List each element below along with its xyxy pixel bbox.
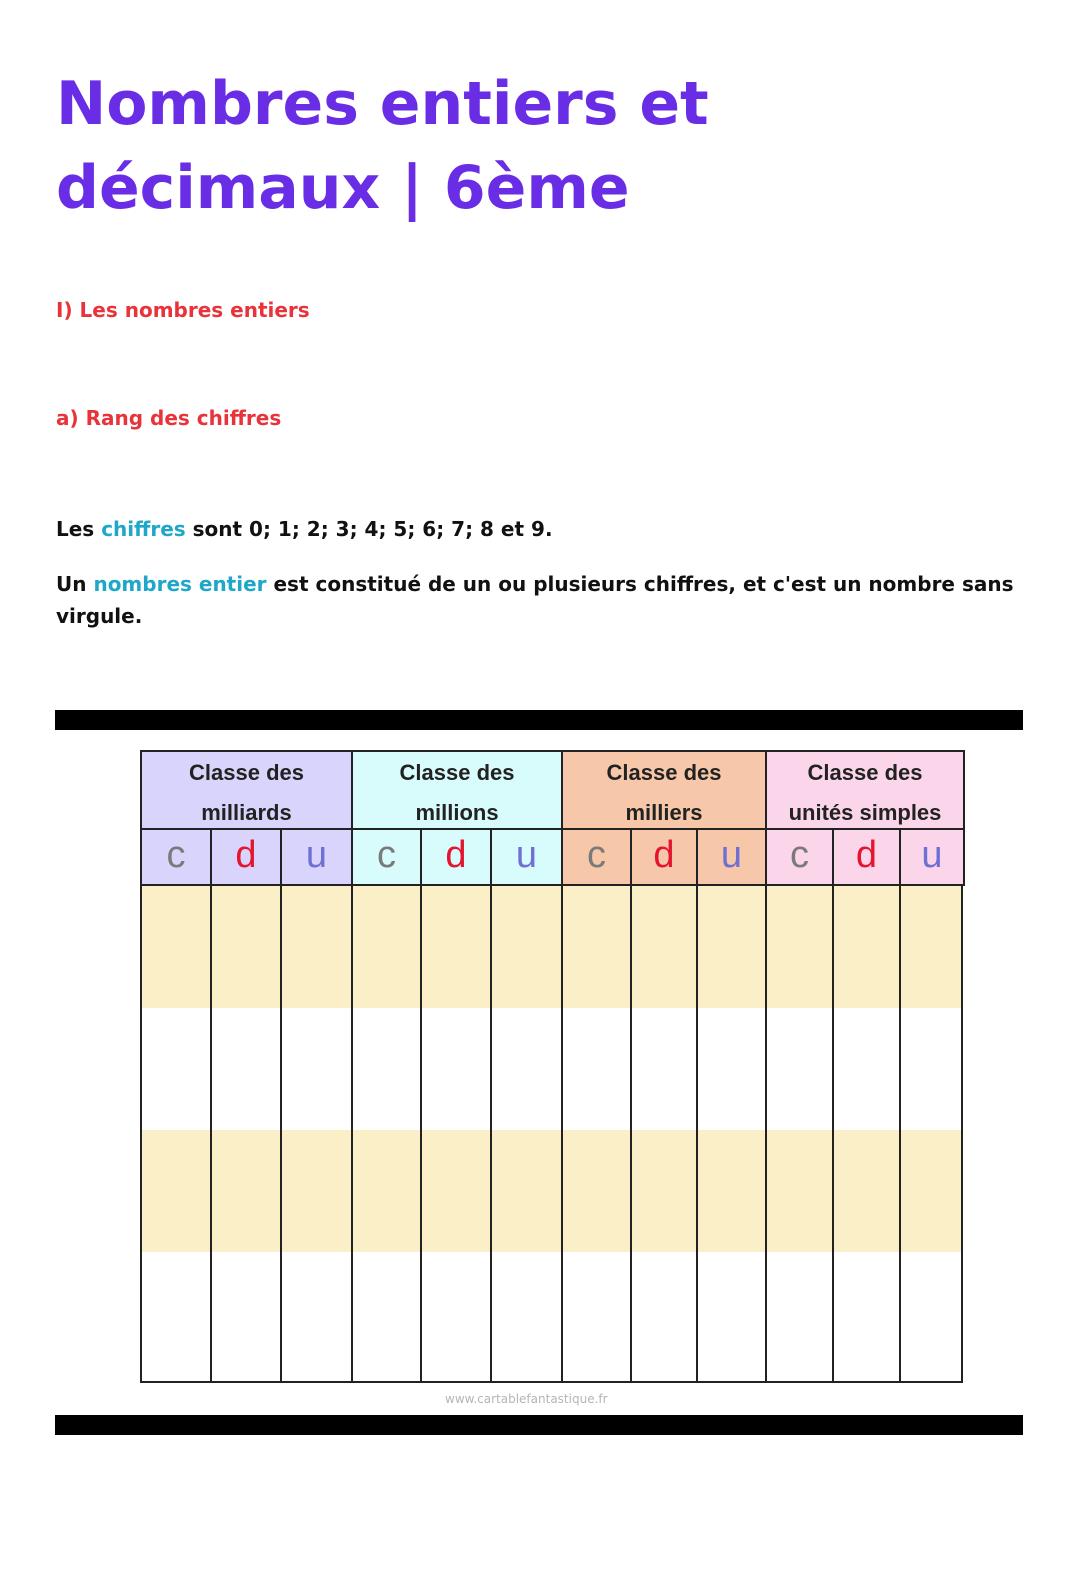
digits-paragraph-start: Les <box>56 517 102 541</box>
rank-cell: d <box>630 828 698 886</box>
subsection-heading: a) Rang des chiffres <box>56 406 282 430</box>
class-header <box>140 750 353 830</box>
figure-top-bar <box>55 710 1023 730</box>
integer-paragraph <box>56 568 1016 632</box>
class-header-line-1: Classe des <box>606 760 722 785</box>
rank-cell: c <box>561 828 632 886</box>
class-header <box>561 750 767 830</box>
figure-bottom-bar <box>55 1415 1023 1435</box>
class-header-line-2: milliards <box>201 800 292 825</box>
digits-keyword: chiffres <box>101 517 186 541</box>
class-header <box>765 750 965 830</box>
digits-paragraph-end: sont 0; 1; 2; 3; 4; 5; 6; 7; 8 et 9. <box>185 517 553 541</box>
table-body-frame <box>140 884 963 1383</box>
rank-cell: c <box>140 828 212 886</box>
rank-cell: d <box>420 828 492 886</box>
rank-cell: u <box>490 828 563 886</box>
class-header-line-1: Classe des <box>189 760 304 785</box>
rank-cell: u <box>280 828 353 886</box>
rank-cell: c <box>765 828 834 886</box>
rank-cell: u <box>696 828 767 886</box>
place-value-table <box>140 750 963 1383</box>
page-title: Nombres entiers et décimaux | 6ème <box>56 69 709 223</box>
integer-keyword: nombres entier <box>93 572 267 596</box>
rank-cell: u <box>899 828 965 886</box>
watermark: www.cartablefantastique.fr <box>445 1392 608 1406</box>
rank-cell: d <box>210 828 282 886</box>
class-header-line-1: Classe des <box>399 760 515 785</box>
class-header-line-1: Classe des <box>807 760 923 785</box>
rank-cell: c <box>351 828 422 886</box>
rank-cell: d <box>832 828 901 886</box>
class-header <box>351 750 563 830</box>
section-heading: I) Les nombres entiers <box>56 298 310 322</box>
integer-paragraph-end: est constitué de un ou plusieurs chiffres, et c'est un nombre sans virgule. <box>56 572 1014 628</box>
class-header-line-2: unités simples <box>788 800 942 825</box>
place-value-figure <box>55 710 1023 1435</box>
integer-paragraph-start: Un <box>56 572 94 596</box>
class-header-line-2: milliers <box>625 800 703 825</box>
class-header-line-2: millions <box>415 800 499 825</box>
digits-paragraph <box>56 513 1016 545</box>
